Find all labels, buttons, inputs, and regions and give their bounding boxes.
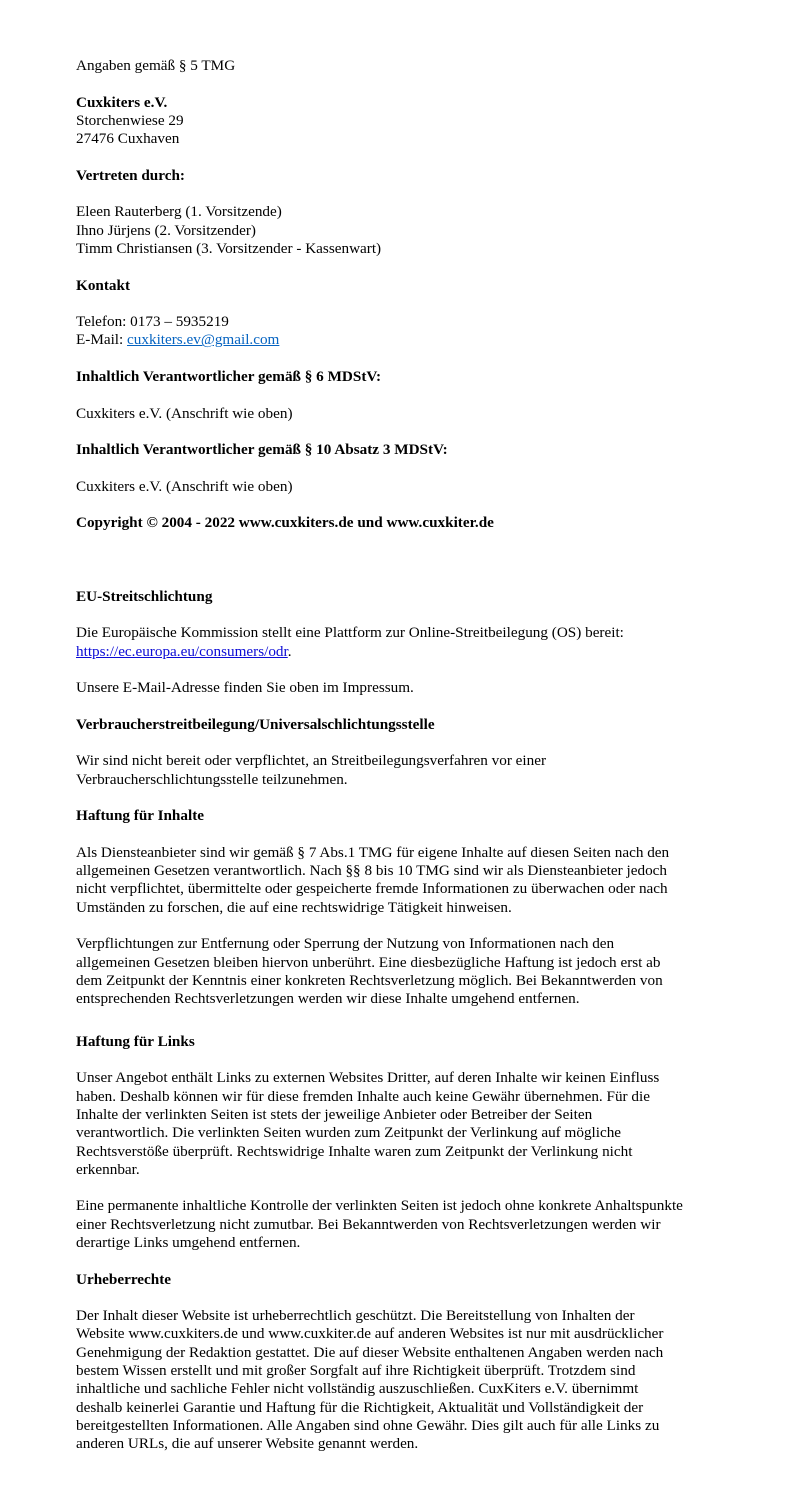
copyright-section-line: Website www.cuxkiters.de und www.cuxkiter.de auf anderen Websites ist nur mit ausdrücklicher [76,1325,664,1343]
liability-content-line: nicht verpflichtet, übermittelte oder gespeicherte fremde Informationen zu überwachen oder nach [76,880,668,898]
eu-link-line [76,643,736,661]
liability-links-line: Rechtsverstöße überprüft. Rechtswidrige Inhalte waren zum Zeitpunkt der Verlinkung nicht [76,1142,633,1160]
liability-links-line: erkennbar. [76,1160,140,1178]
responsible-heading-1: Inhaltlich Verantwortlicher gemäß § 6 MDStV: [76,368,382,386]
copyright-section-line: Der Inhalt dieser Website ist urheberrechtlich geschützt. Die Bereitstellung von Inhalten der [76,1307,635,1325]
copyright-section-line: deshalb keinerlei Garantie und Haftung für die Richtigkeit, Aktualität und Vollständigkeit der [76,1398,644,1416]
represented-heading: Vertreten durch: [76,166,185,184]
liability-links-line: einer Rechtsverletzung nicht zumutbar. Bei Bekanntwerden von Rechtsverletzungen werden wir [76,1215,661,1233]
liability-content-line: allgemeinen Gesetzen verantwortlich. Nach §§ 8 bis 10 TMG sind wir als Diensteanbieter jedoch [76,862,668,880]
liability-content-heading: Haftung für Inhalte [76,807,204,825]
copyright-section-line: bereitgestellten Informationen. Alle Angaben sind ohne Gewähr. Dies gilt auch für alle Links zu [76,1416,660,1434]
email-link[interactable]: cuxkiters.ev@gmail.com [127,331,280,349]
liability-links-line: Unser Angebot enthält Links zu externen Websites Dritter, auf deren Inhalte wir keinen Einfluss [76,1069,660,1087]
liability-content-line: Verpflichtungen zur Entfernung oder Sperrung der Nutzung von Informationen nach den [76,935,615,953]
copyright-line: Copyright © 2004 - 2022 www.cuxkiters.de und www.cuxkiter.de [76,514,494,532]
consumer-line-1: Wir sind nicht bereit oder verpflichtet, an Streitbeilegungsverfahren vor einer [76,752,547,770]
liability-links-line: Inhalte der verlinkten Seiten ist stets der jeweilige Anbieter oder Betreiber der Seiten [76,1105,593,1123]
eu-heading: EU-Streitschlichtung [76,587,213,605]
eu-text: Die Europäische Kommission stellt eine Plattform zur Online-Streitbeilegung (OS) bereit: [76,624,624,642]
copyright-section-line: bestem Wissen erstellt und mit großer Sorgfalt auf ihre Richtigkeit überprüft. Trotzdem sind [76,1362,636,1380]
liability-content-line: entsprechenden Rechtsverletzungen werden wir diese Inhalte umgehend entfernen. [76,990,580,1008]
org-name: Cuxkiters e.V. [76,93,168,111]
copyright-section-line: Genehmigung der Redaktion gestattet. Die auf dieser Website enthaltenen Angaben werden nach [76,1343,664,1361]
copyright-section-line: inhaltliche und sachliche Fehler nicht vollständig auszuschließen. CuxKiters e.V. übernimmt [76,1380,639,1398]
responsible-heading-2: Inhaltlich Verantwortlicher gemäß § 10 Absatz 3 MDStV: [76,441,448,459]
imprint-document [76,57,736,1454]
liability-links-line: Eine permanente inhaltliche Kontrolle der verlinkten Seiten ist jedoch ohne konkrete Anhaltspunkte [76,1197,683,1215]
liability-content-line: allgemeinen Gesetzen bleiben hiervon unberührt. Eine diesbezügliche Haftung ist jedoch erst ab [76,953,661,971]
liability-content-line: Als Diensteanbieter sind wir gemäß § 7 Abs.1 TMG für eigene Inhalte auf diesen Seiten nach den [76,843,670,861]
liability-links-line: derartige Links umgehend entfernen. [76,1234,301,1251]
contact-heading: Kontakt [76,276,131,294]
org-city: 27476 Cuxhaven [76,130,180,148]
email-label: E-Mail: [76,331,128,349]
liability-links-line: haben. Deshalb können wir für diese fremden Inhalte auch keine Gewähr übernehmen. Für die [76,1087,650,1105]
odr-link[interactable]: https://ec.europa.eu/consumers/odr [76,642,288,660]
responsible-text-2: Cuxkiters e.V. (Anschrift wie oben) [76,477,293,495]
eu-email-note: Unsere E-Mail-Adresse finden Sie oben im Impressum. [76,679,414,697]
consumer-line-2: Verbraucherschlichtungsstelle teilzunehmen. [76,770,348,788]
liability-content-line: dem Zeitpunkt der Kenntnis einer konkreten Rechtsverletzung möglich. Bei Bekanntwerden von [76,971,663,989]
consumer-heading: Verbraucherstreitbeilegung/Universalschlichtungsstelle [76,715,435,733]
org-street: Storchenwiese 29 [76,111,184,129]
contact-phone: Telefon: 0173 – 5935219 [76,313,229,331]
copyright-section-line: anderen URLs, die auf unserer Website genannt werden. [76,1435,419,1453]
representative-2: Ihno Jürjens (2. Vorsitzender) [76,221,256,239]
eu-link-period: . [287,642,292,660]
liability-links-heading: Haftung für Links [76,1032,195,1050]
liability-content-line: Umständen zu forschen, die auf eine rechtswidrige Tätigkeit hinweisen. [76,898,512,916]
contact-email-line [76,331,736,349]
copyright-section-heading: Urheberrechte [76,1270,172,1288]
representative-1: Eleen Rauterberg (1. Vorsitzende) [76,203,282,221]
intro-line: Angaben gemäß § 5 TMG [76,57,236,74]
responsible-text-1: Cuxkiters e.V. (Anschrift wie oben) [76,404,293,422]
representative-3: Timm Christiansen (3. Vorsitzender - Kassenwart) [76,239,382,257]
liability-links-line: verantwortlich. Die verlinkten Seiten wurden zum Zeitpunkt der Verlinkung auf mögliche [76,1124,622,1142]
